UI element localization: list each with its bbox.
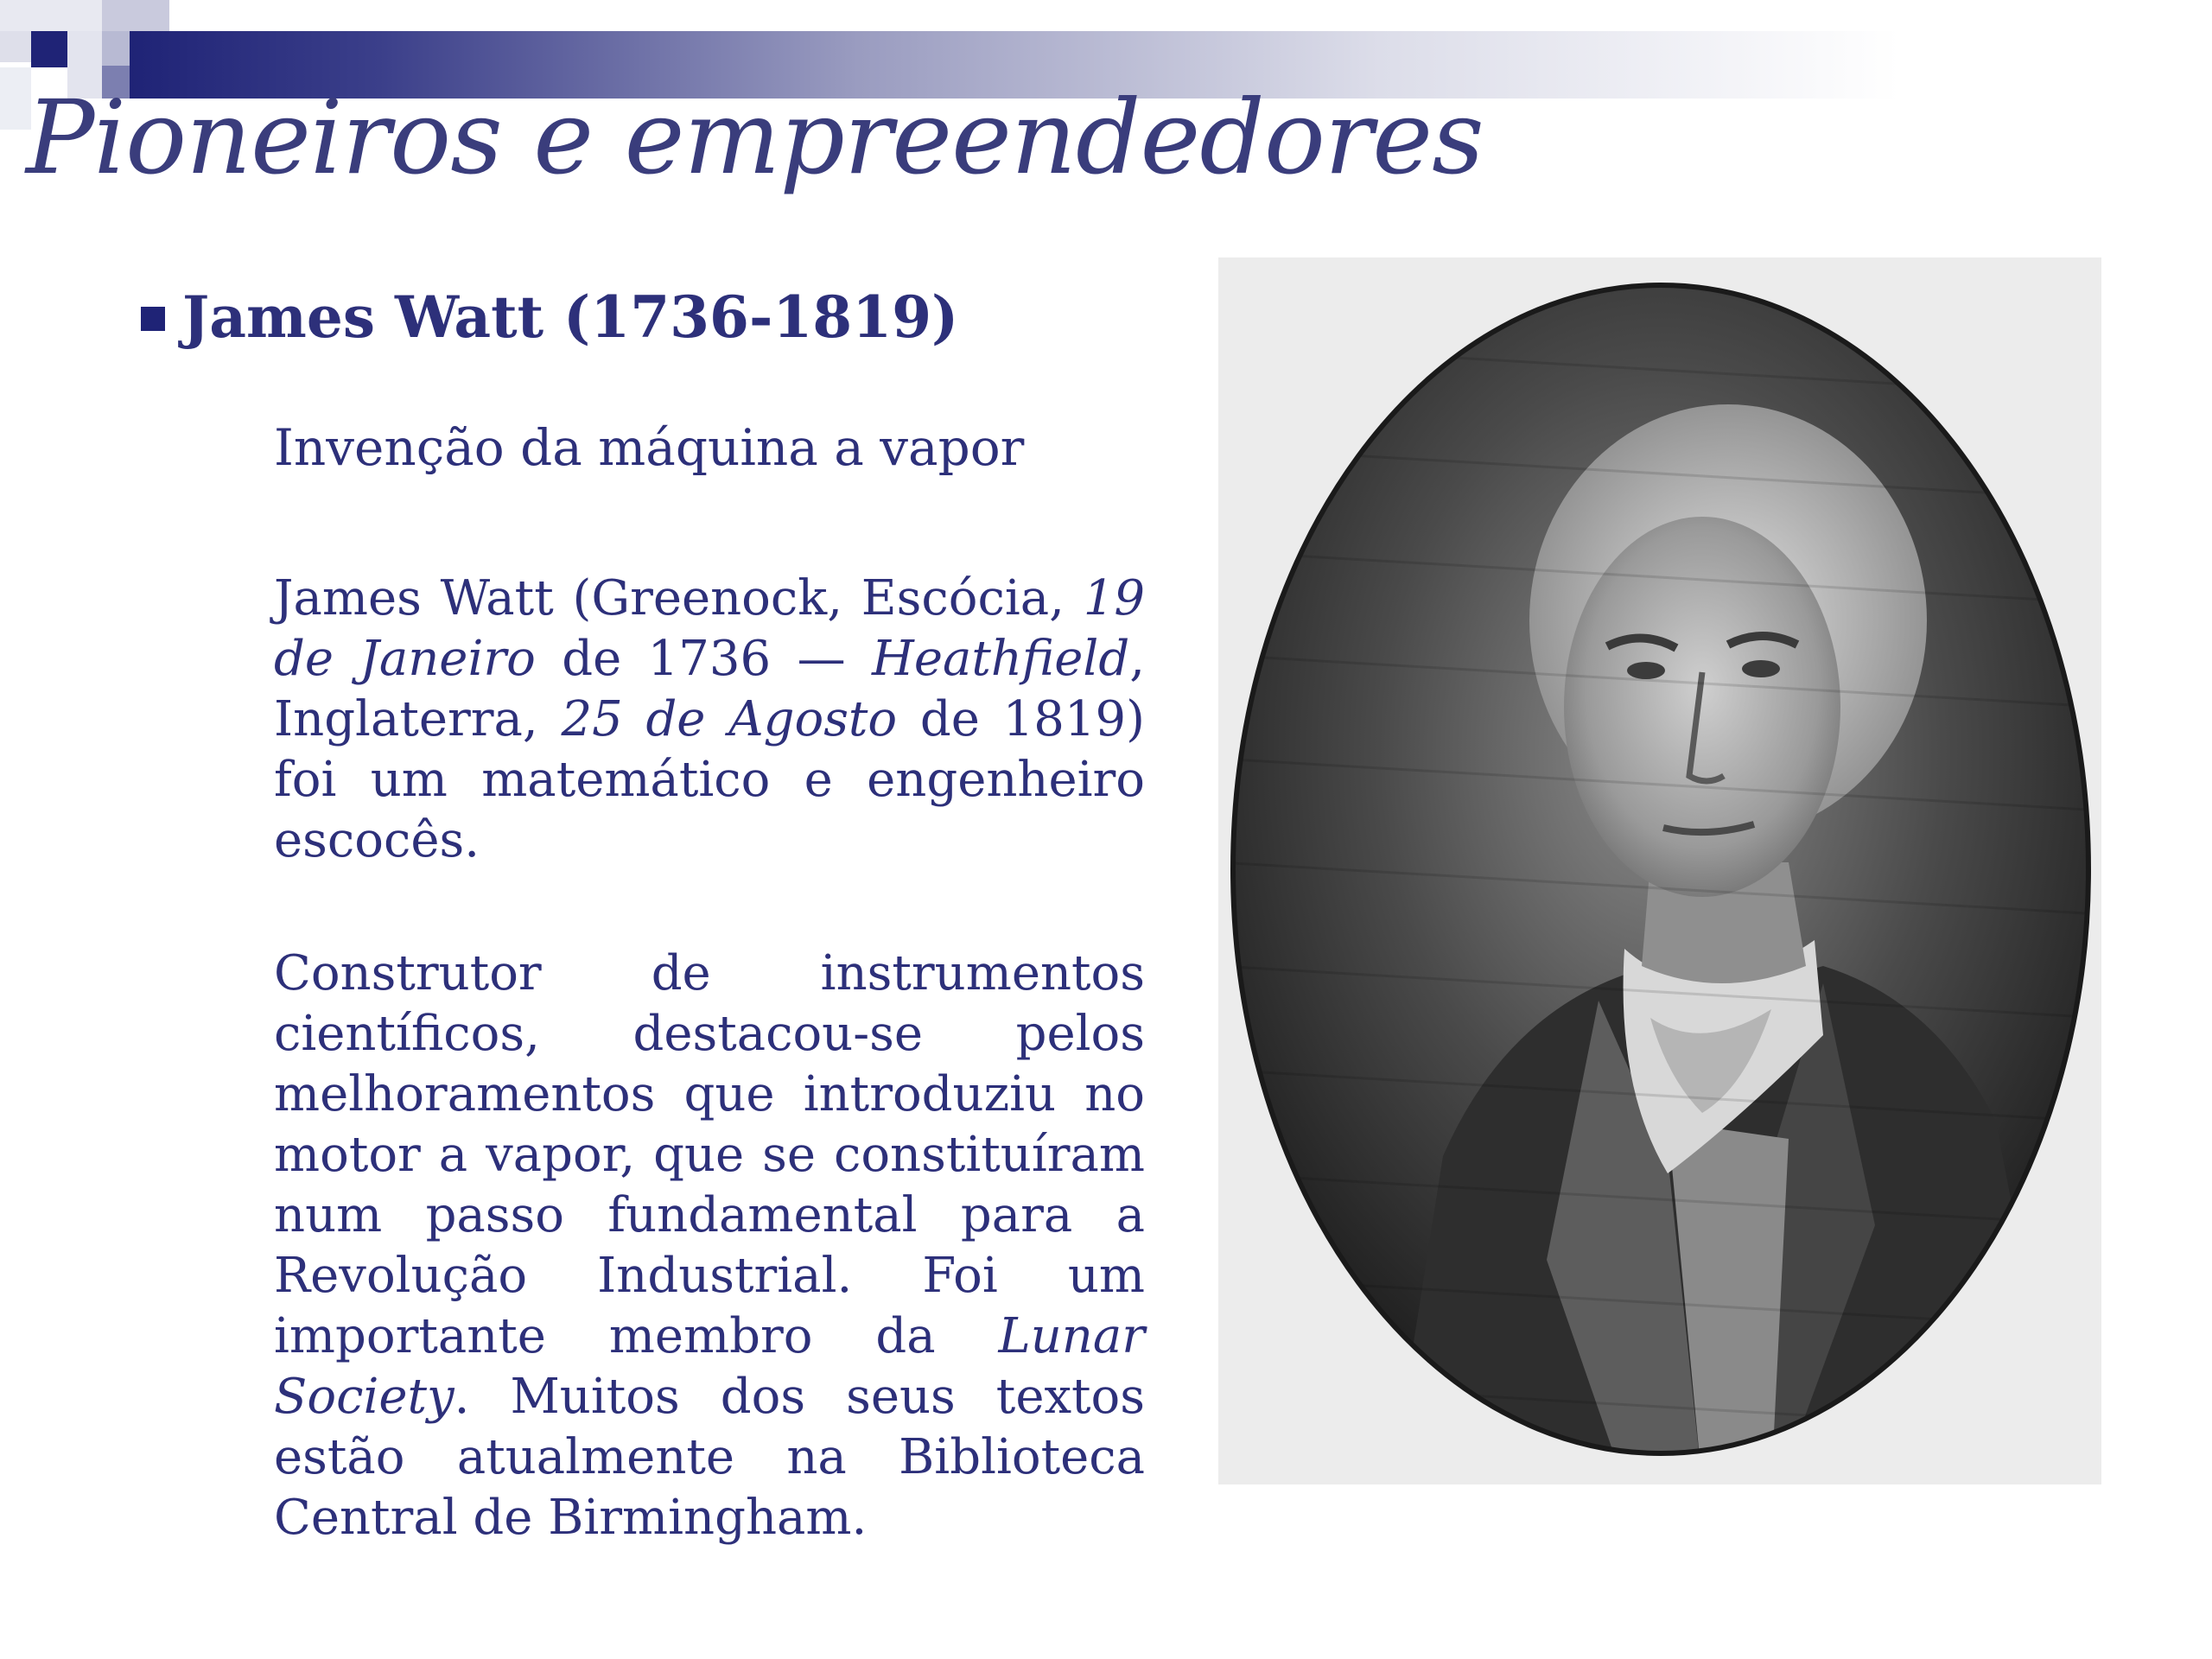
death-date: 25 de Agosto bbox=[561, 691, 898, 747]
text-run: de 1819) foi um matemático e engenheiro escocês. bbox=[274, 691, 1145, 868]
text-run: Construtor de instrumentos científicos, destacou-se pelos melhoramentos que introduziu no motor a vapor, que se constituíram num passo fundamental para a Revolução Industrial. Foi um importante membro da bbox=[274, 945, 1145, 1364]
decor-square bbox=[31, 31, 67, 67]
portrait-image bbox=[1218, 257, 2101, 1484]
text-run: de 1736 — bbox=[535, 631, 872, 687]
decor-square bbox=[102, 0, 169, 31]
bullet-label: James Watt (1736-1819) bbox=[182, 283, 959, 351]
text-run: , Inglaterra, bbox=[274, 631, 1145, 747]
achievements-paragraph bbox=[274, 944, 1145, 1548]
text-run: . Muitos dos seus textos estão atualmente na Biblioteca Central de Birmingham. bbox=[274, 1369, 1145, 1546]
decor-square bbox=[0, 31, 31, 62]
biography-paragraph bbox=[274, 569, 1145, 871]
subtitle: Invenção da máquina a vapor bbox=[274, 418, 1025, 477]
bullet-item bbox=[141, 283, 958, 351]
death-place: Heathfield bbox=[872, 631, 1130, 687]
slide-title: Pioneiros e empreendedores bbox=[26, 78, 1484, 197]
square-bullet-icon bbox=[141, 307, 165, 331]
birth-date: 19 de Janeiro bbox=[274, 570, 1145, 687]
lunar-society: Lunar Society bbox=[274, 1308, 1145, 1425]
portrait-engraving bbox=[1218, 257, 2101, 1484]
text-run: James Watt (Greenock, Escócia, bbox=[274, 570, 1084, 626]
decor-square bbox=[0, 0, 102, 31]
